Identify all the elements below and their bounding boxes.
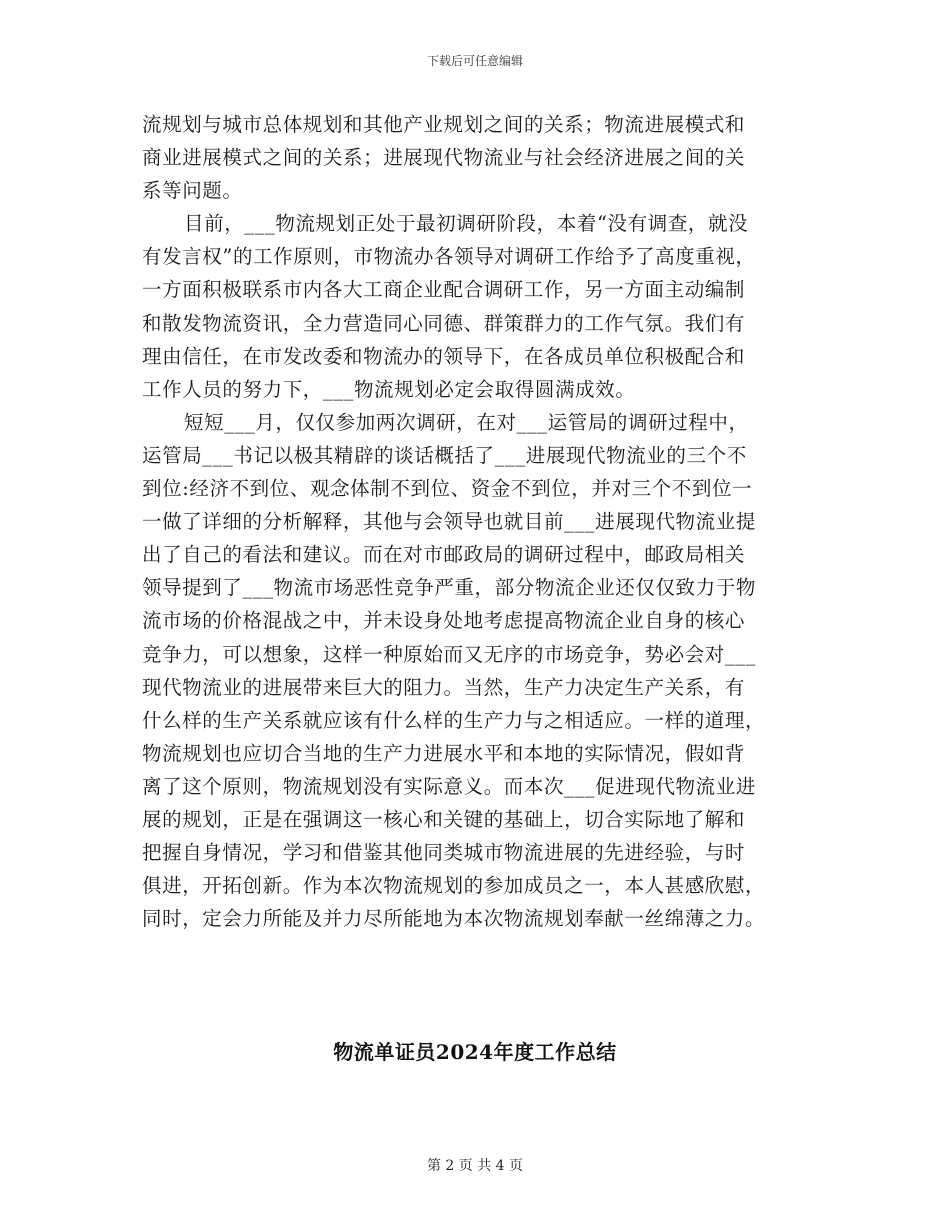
- document-body: [142, 108, 814, 935]
- text-line: 出了自己的看法和建议。而在对市邮政局的调研过程中，邮政局相关: [142, 543, 746, 567]
- text-line: 目前，___物流规划正处于最初调研阶段，本着“没有调查，就没: [184, 212, 749, 236]
- text-line: 工作人员的努力下，___物流规划必定会取得圆满成效。: [142, 377, 636, 401]
- text-line: 什么样的生产关系就应该有什么样的生产力与之相适应。一样的道理，: [142, 708, 766, 732]
- text-line: 流规划与城市总体规划和其他产业规划之间的关系；物流进展模式和: [142, 113, 746, 136]
- page-footer: 第 2 页 共 4 页: [426, 1158, 524, 1174]
- text-line: 系等问题。: [142, 179, 243, 203]
- text-line: 一做了详细的分析解释，其他与会领导也就目前___进展现代物流业提: [142, 510, 756, 534]
- paragraph-2: [142, 207, 814, 406]
- text-line: 物流规划也应切合当地的生产力进展水平和本地的实际情况，假如背: [142, 741, 746, 765]
- text-line: 商业进展模式之间的关系；进展现代物流业与社会经济进展之间的关: [142, 146, 746, 170]
- text-line: 把握自身情况，学习和借鉴其他同类城市物流进展的先进经验，与时: [142, 841, 746, 865]
- paragraph-3: [142, 406, 814, 936]
- text-line: 展的规划，正是在强调这一核心和关键的基础上，切合实际地了解和: [142, 807, 746, 831]
- text-line: 短短___月，仅仅参加两次调研，在对___运管局的调研过程中，: [184, 410, 749, 434]
- text-line: 一方面积极联系市内各大工商企业配合调研工作，另一方面主动编制: [142, 278, 746, 302]
- text-line: 俱进，开拓创新。作为本次物流规划的参加成员之一，本人甚感欣慰，: [142, 874, 766, 898]
- section-title: 物流单证员2024年度工作总结: [333, 1040, 617, 1064]
- page-header: 下载后可任意编辑: [426, 54, 523, 68]
- text-line: 流市场的价格混战之中，并未设身处地考虑提高物流企业自身的核心: [142, 609, 746, 633]
- text-line: 竞争力，可以想象，这样一种原始而又无序的市场竞争，势必会对___: [142, 642, 756, 666]
- text-line: 离了这个原则，物流规划没有实际意义。而本次___促进现代物流业进: [142, 774, 756, 798]
- text-line: 有发言权”的工作原则，市物流办各领导对调研工作给予了高度重视，: [142, 245, 756, 269]
- paragraph-1: [142, 108, 814, 207]
- text-line: 运管局___书记以极其精辟的谈话概括了___进展现代物流业的三个不: [142, 443, 747, 467]
- text-line: 理由信任，在市发改委和物流办的领导下，在各成员单位积极配合和: [142, 344, 746, 368]
- text-line: 领导提到了___物流市场恶性竞争严重，部分物流企业还仅仅致力于物: [142, 576, 756, 600]
- text-line: 和散发物流资讯，全力营造同心同德、群策群力的工作气氛。我们有: [142, 311, 746, 335]
- text-line: 现代物流业的进展带来巨大的阻力。当然，生产力决定生产关系，有: [142, 675, 746, 699]
- text-line: 到位:经济不到位、观念体制不到位、资金不到位，并对三个不到位一: [142, 477, 753, 501]
- text-line: 同时，定会力所能及并力尽所能地为本次物流规划奉献一丝绵薄之力。: [142, 907, 766, 931]
